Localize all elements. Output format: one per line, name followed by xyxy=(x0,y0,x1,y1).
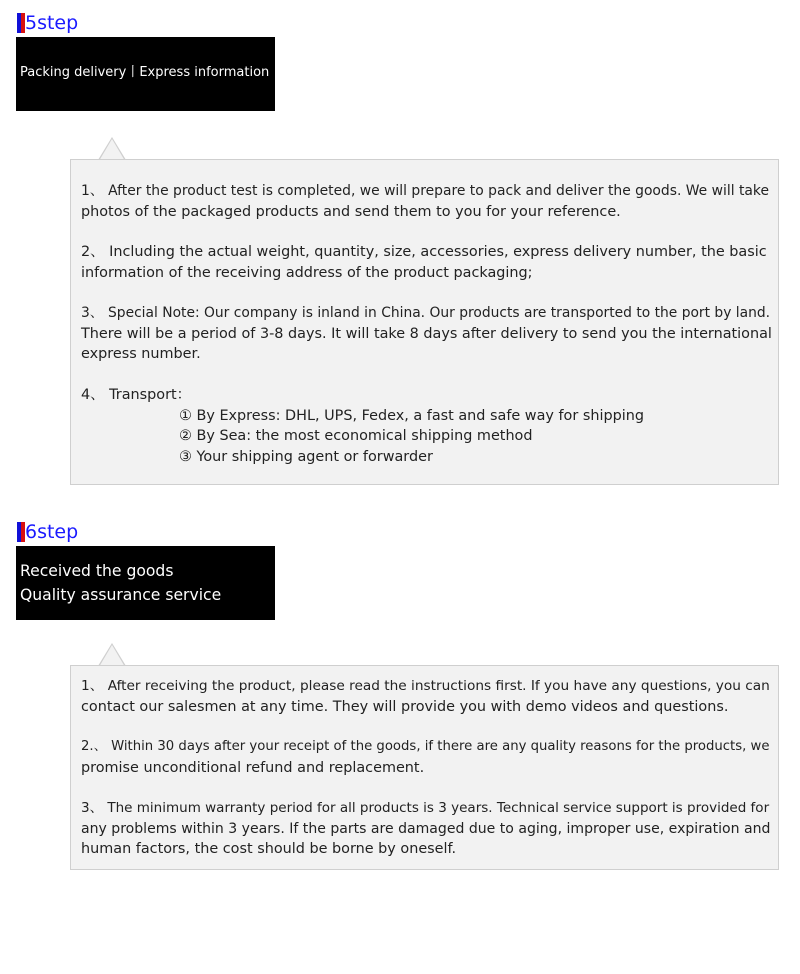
step5-item-4-line-1: 4、 Transport： xyxy=(81,387,192,403)
step6-item-2-line-2: promise unconditional refund and replacement. xyxy=(81,759,425,776)
step6-item-1 xyxy=(81,676,777,717)
step6-item-1-line-1: 1、 After receiving the product, please read the instructions first. If you have any questions, you can xyxy=(81,678,770,694)
step5-item-3-line-3: express number. xyxy=(81,346,201,362)
step5-label: 5step xyxy=(25,12,79,34)
step6-item-2-line-1: 2.、 Within 30 days after your receipt of the goods, if there are any quality reasons for the products, we xyxy=(81,739,770,754)
transport-option-sea: ② By Sea: the most economical shipping method xyxy=(179,428,533,444)
step5-item-3 xyxy=(81,303,777,365)
step6-item-3-line-3: human factors, the cost should be borne by oneself. xyxy=(81,841,457,857)
step5-marker xyxy=(17,13,25,33)
step6-item-2 xyxy=(81,737,777,778)
step5-header-box xyxy=(16,37,275,111)
step6-header-line-2: Quality assurance service xyxy=(20,586,222,604)
step5-item-3-line-1: 3、 Special Note: Our company is inland in China. Our products are transported to the port by land. xyxy=(81,305,771,321)
transport-option-express: ① By Express: DHL, UPS, Fedex, a fast and safe way for shipping xyxy=(179,408,644,424)
step5-item-3-line-2: There will be a period of 3-8 days. It will take 8 days after delivery to send you the international xyxy=(81,325,772,342)
step5-item-1-line-1: 1、 After the product test is completed, we will prepare to pack and deliver the goods. We will take xyxy=(81,183,769,199)
transport-option-agent: ③ Your shipping agent or forwarder xyxy=(179,449,433,465)
step5-item-1 xyxy=(81,181,777,222)
step6-item-3-line-2: any problems within 3 years. If the parts are damaged due to aging, improper use, expiration and xyxy=(81,820,771,837)
step6-label: 6step xyxy=(25,521,79,543)
step5-item-1-line-2: photos of the packaged products and send them to you for your reference. xyxy=(81,203,621,220)
step6-header-line-1: Received the goods xyxy=(20,562,174,580)
step5-item-4 xyxy=(81,385,777,406)
step5-item-2-line-1: 2、 Including the actual weight, quantity, size, accessories, express delivery number, the basic xyxy=(81,244,767,260)
step6-item-3-line-1: 3、 The minimum warranty period for all products is 3 years. Technical service support is provided for xyxy=(81,800,770,816)
step6-header-box xyxy=(16,546,275,620)
step6-item-1-line-2: contact our salesmen at any time. They will provide you with demo videos and questions. xyxy=(81,698,729,715)
step6-item-3 xyxy=(81,798,777,860)
step5-item-2-line-2: information of the receiving address of the product packaging; xyxy=(81,264,533,281)
step6-marker xyxy=(17,522,25,542)
step5-item-2 xyxy=(81,242,777,283)
step5-header-title: Packing delivery丨Express information xyxy=(20,65,270,80)
